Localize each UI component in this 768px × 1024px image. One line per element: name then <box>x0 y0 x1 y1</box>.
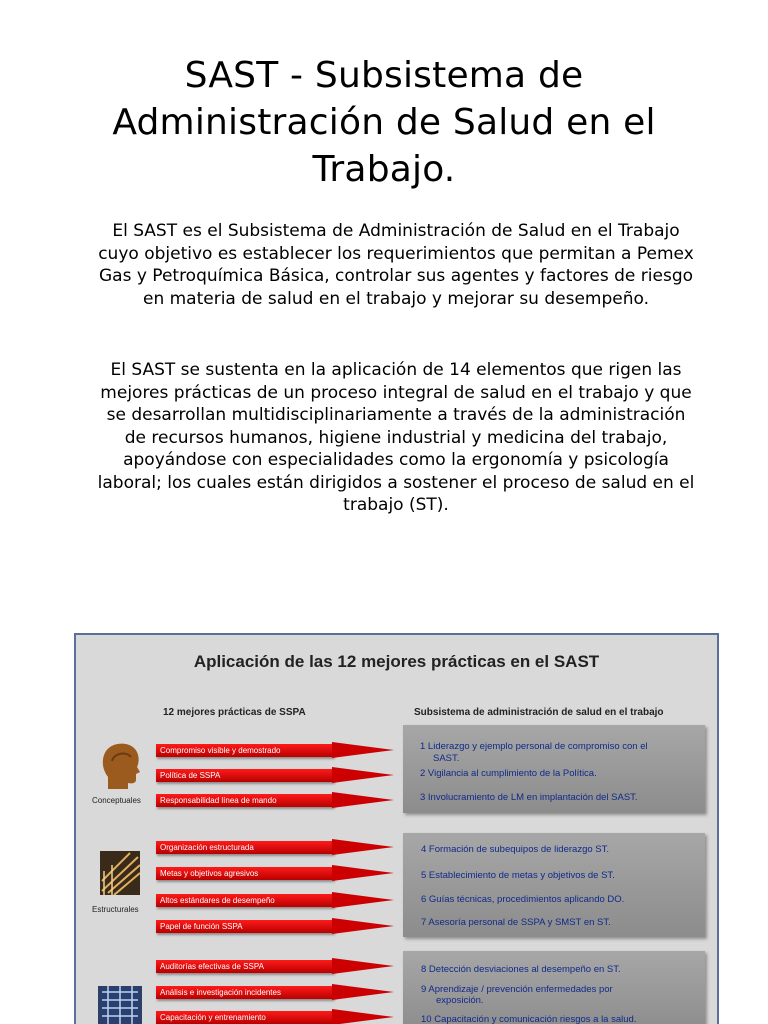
practices-figure <box>74 633 719 1024</box>
sast-item: 7 Asesoría personal de SSPA y SMST en ST. <box>421 917 611 928</box>
practice-arrow <box>156 984 396 1001</box>
practice-arrow <box>156 742 396 759</box>
sast-item: 10 Capacitación y comunicación riesgos a la salud. <box>421 1014 637 1024</box>
page-title: SAST - Subsistema de Administración de Salud en el Trabajo. <box>112 55 656 190</box>
intro-paragraph: El SAST es el Subsistema de Administración de Salud en el Trabajo cuyo objetivo es establecer los requerimientos que permitan a Pemex Gas y Petroquímica Básica, controlar sus agentes y factores de riesgo en materia de salud en el trabajo y mejorar su desempeño. <box>98 221 694 309</box>
practice-label: Capacitación y entrenamiento <box>160 1013 266 1022</box>
practice-arrow <box>156 792 396 809</box>
practice-label: Responsabilidad línea de mando <box>160 796 277 805</box>
practice-label: Análisis e investigación incidentes <box>160 988 281 997</box>
sast-item: 4 Formación de subequipos de liderazgo ST. <box>421 844 610 855</box>
sast-box-estructurales <box>403 833 705 937</box>
practice-label: Auditorías efectivas de SSPA <box>160 962 264 971</box>
practice-arrow <box>156 865 396 882</box>
practice-arrow <box>156 892 396 909</box>
practice-label: Organización estructurada <box>160 843 254 852</box>
sast-item: 3 Involucramiento de LM en implantación del SAST. <box>420 792 638 803</box>
left-column-header: 12 mejores prácticas de SSPA <box>163 707 306 718</box>
sast-item: 2 Vigilancia al cumplimiento de la Política. <box>420 768 597 779</box>
sast-item: 1 Liderazgo y ejemplo personal de compromiso con el <box>420 741 648 752</box>
practice-arrow <box>156 767 396 784</box>
structure-icon <box>100 851 140 895</box>
sast-box-conceptuales <box>403 725 705 813</box>
practice-label: Altos estándares de desempeño <box>160 896 275 905</box>
practice-label: Compromiso visible y demostrado <box>160 746 281 755</box>
operational-icon <box>98 986 142 1024</box>
sast-item: 8 Detección desviaciones al desempeño en ST. <box>421 964 621 975</box>
sast-item: 6 Guías técnicas, procedimientos aplicando DO. <box>421 894 625 905</box>
sast-item: 9 Aprendizaje / prevención enfermedades por <box>421 984 613 995</box>
right-column-header: Subsistema de administración de salud en el trabajo <box>414 707 664 718</box>
practice-label: Política de SSPA <box>160 771 221 780</box>
group-label-estructurales: Estructurales <box>92 905 139 914</box>
practice-label: Papel de función SSPA <box>160 922 243 931</box>
sast-box-operacionales <box>403 951 705 1024</box>
sast-item: SAST. <box>433 753 460 764</box>
elements-paragraph: El SAST se sustenta en la aplicación de 14 elementos que rigen las mejores prácticas de un proceso integral de salud en el trabajo y que se desarrollan multidisciplinariamente a través de la administración de recursos humanos, higiene industrial y medicina del trabajo, apoyándose con especialidades como la ergonomía y psicología laboral; los cuales están dirigidos a sostener el proceso de salud en el trabajo (ST). <box>97 360 695 515</box>
sast-item: exposición. <box>436 995 484 1006</box>
head-silhouette-icon <box>98 739 142 791</box>
figure-title: Aplicación de las 12 mejores prácticas en el SAST <box>193 652 600 671</box>
practice-label: Metas y objetivos agresivos <box>160 869 259 878</box>
practice-arrow <box>156 839 396 856</box>
practice-arrow <box>156 918 396 935</box>
practice-arrow <box>156 1009 396 1024</box>
sast-item: 5 Establecimiento de metas y objetivos de ST. <box>421 870 615 881</box>
group-label-conceptuales: Conceptuales <box>92 796 141 805</box>
practice-arrow <box>156 958 396 975</box>
